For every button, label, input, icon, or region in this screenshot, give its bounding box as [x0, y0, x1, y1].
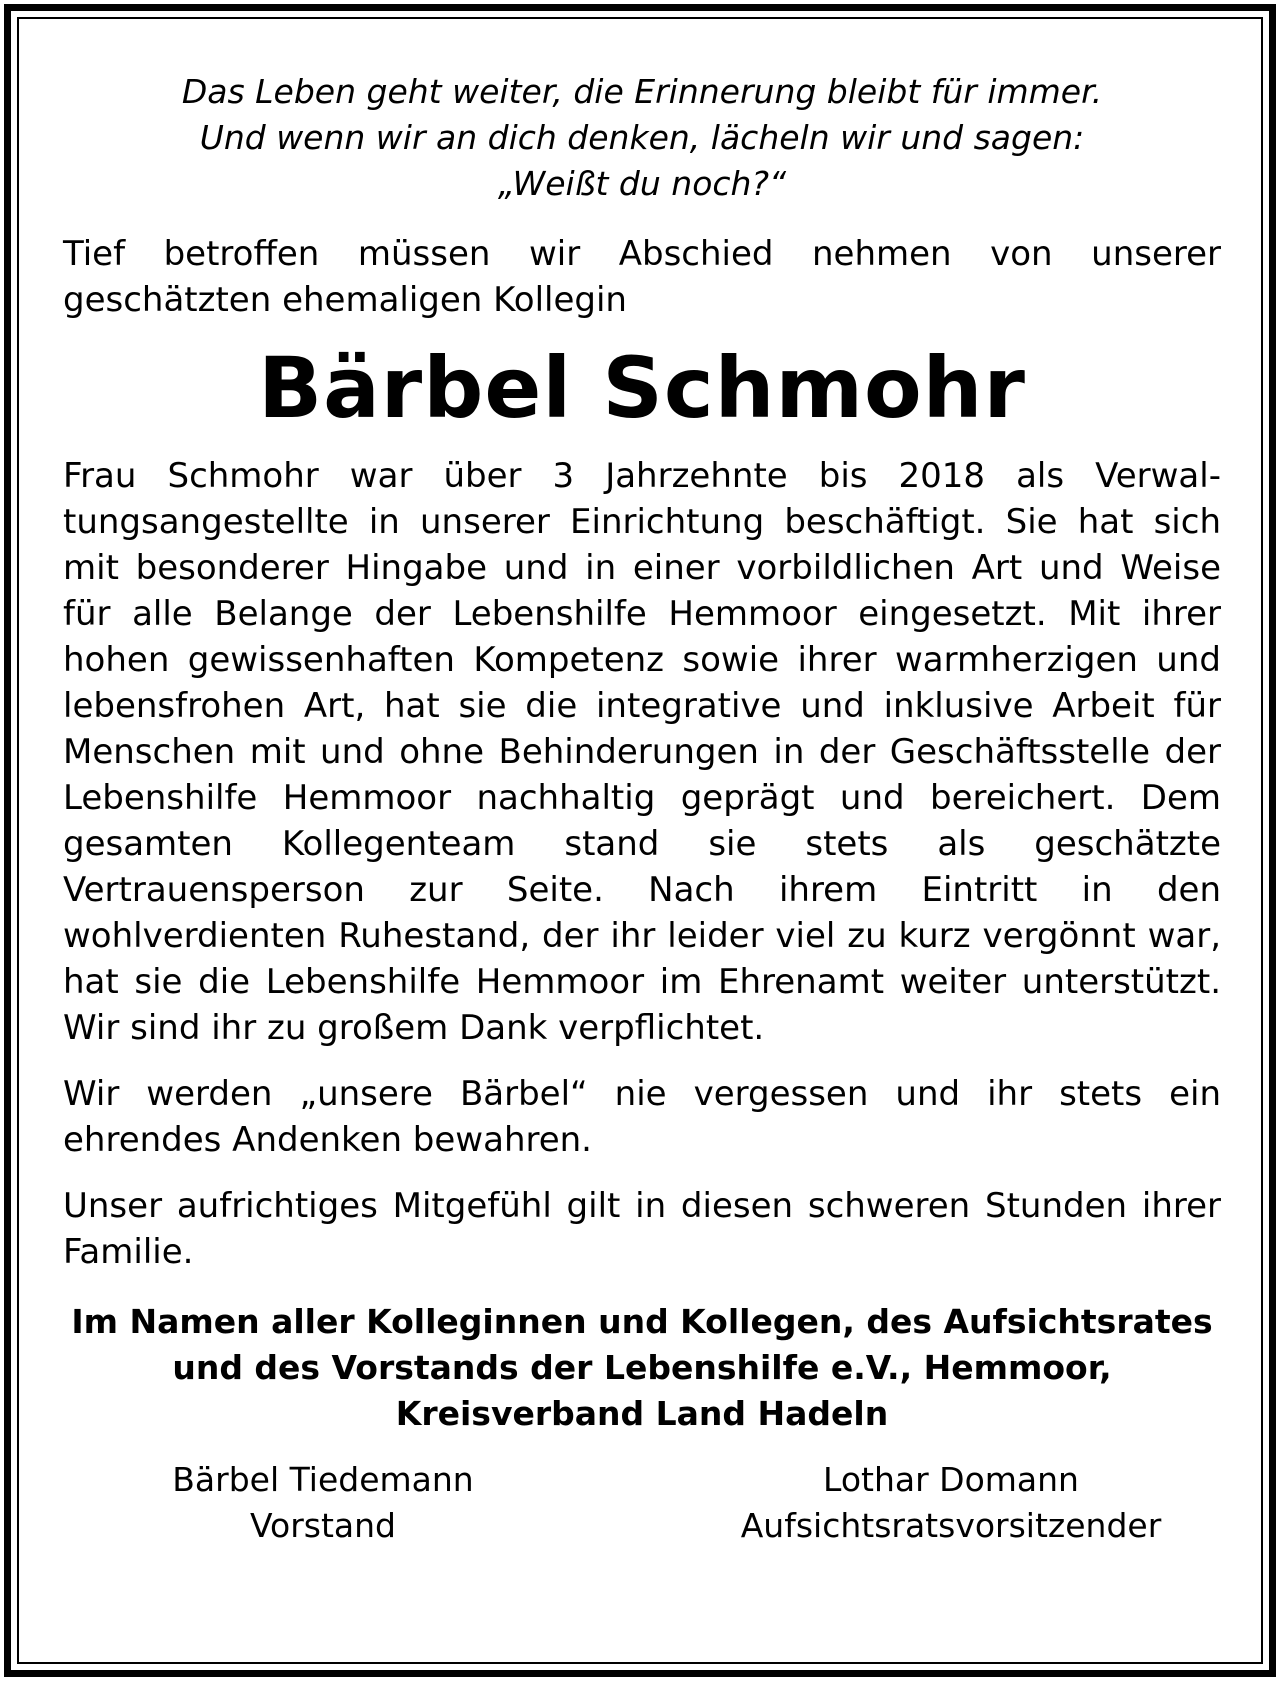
motto-line-1: Das Leben geht weiter, die Erinnerung bleibt für immer.	[181, 72, 1103, 111]
signature-name: Lothar Domann	[823, 1460, 1079, 1499]
condolence-text: Unser aufrichtiges Mitgefühl gilt in diesen schweren Stunden ihrer Familie.	[63, 1186, 1221, 1272]
signature-right	[681, 1457, 1221, 1549]
signature-role: Vorstand	[250, 1506, 396, 1545]
motto-line-3: „Weißt du noch?“	[497, 164, 787, 203]
signoff-line-3: Kreisverband Land Hadeln	[395, 1394, 889, 1433]
signoff	[63, 1299, 1221, 1437]
signature-name: Bärbel Tiedemann	[172, 1460, 474, 1499]
intro-text: Tief betroffen müssen wir Abschied nehmen von unserer geschätzten ehemaligen Kollegin	[63, 234, 1221, 320]
signatures	[63, 1457, 1221, 1549]
motto-line-2: Und wenn wir an dich denken, lächeln wir und sagen:	[199, 118, 1085, 157]
signature-role: Aufsichtsratsvorsitzender	[740, 1506, 1162, 1545]
body-text: Frau Schmohr war über 3 Jahrzehnte bis 2018 als Verwaltungsangestellte in unserer Einrichtung beschäftigt. Sie hat sich mit besonderer Hingabe und in einer vorbildlichen Art und Weise für alle Belange der Lebenshilfe Hemmoor eingesetzt. Mit ihrer hohen gewissenhaften Kompetenz sowie ihrer warmherzigen und lebensfrohen Art, hat sie die integrative und inklusive Arbeit für Menschen mit und ohne Behinderungen in der Geschäftsstelle der Lebenshilfe Hemmoor nachhaltig geprägt und bereichert. Dem gesamten Kollegenteam stand sie stets als geschätzte Vertrauensperson zur Seite. Nach ihrem Eintritt in den wohlverdienten Ruhestand, der ihr leider viel zu kurz vergönnt war, hat sie die Lebenshilfe Hemmoor im Ehrenamt weiter unterstützt. Wir sind ihr zu großem Dank verpflichtet.	[63, 456, 1221, 1048]
motto	[63, 69, 1221, 207]
signoff-line-2: und des Vorstands der Lebenshilfe e.V., Hemmoor,	[172, 1348, 1112, 1387]
deceased-name: Bärbel Schmohr	[258, 339, 1026, 437]
obituary-content	[63, 69, 1221, 1549]
signoff-line-1: Im Namen aller Kolleginnen und Kollegen, des Aufsichtsrates	[71, 1302, 1213, 1341]
obituary-frame	[4, 4, 1276, 1677]
remembrance-text: Wir werden „unsere Bärbel“ nie vergessen und ihr stets ein ehrendes Andenken bewahren.	[63, 1074, 1221, 1160]
signature-left	[103, 1457, 543, 1549]
